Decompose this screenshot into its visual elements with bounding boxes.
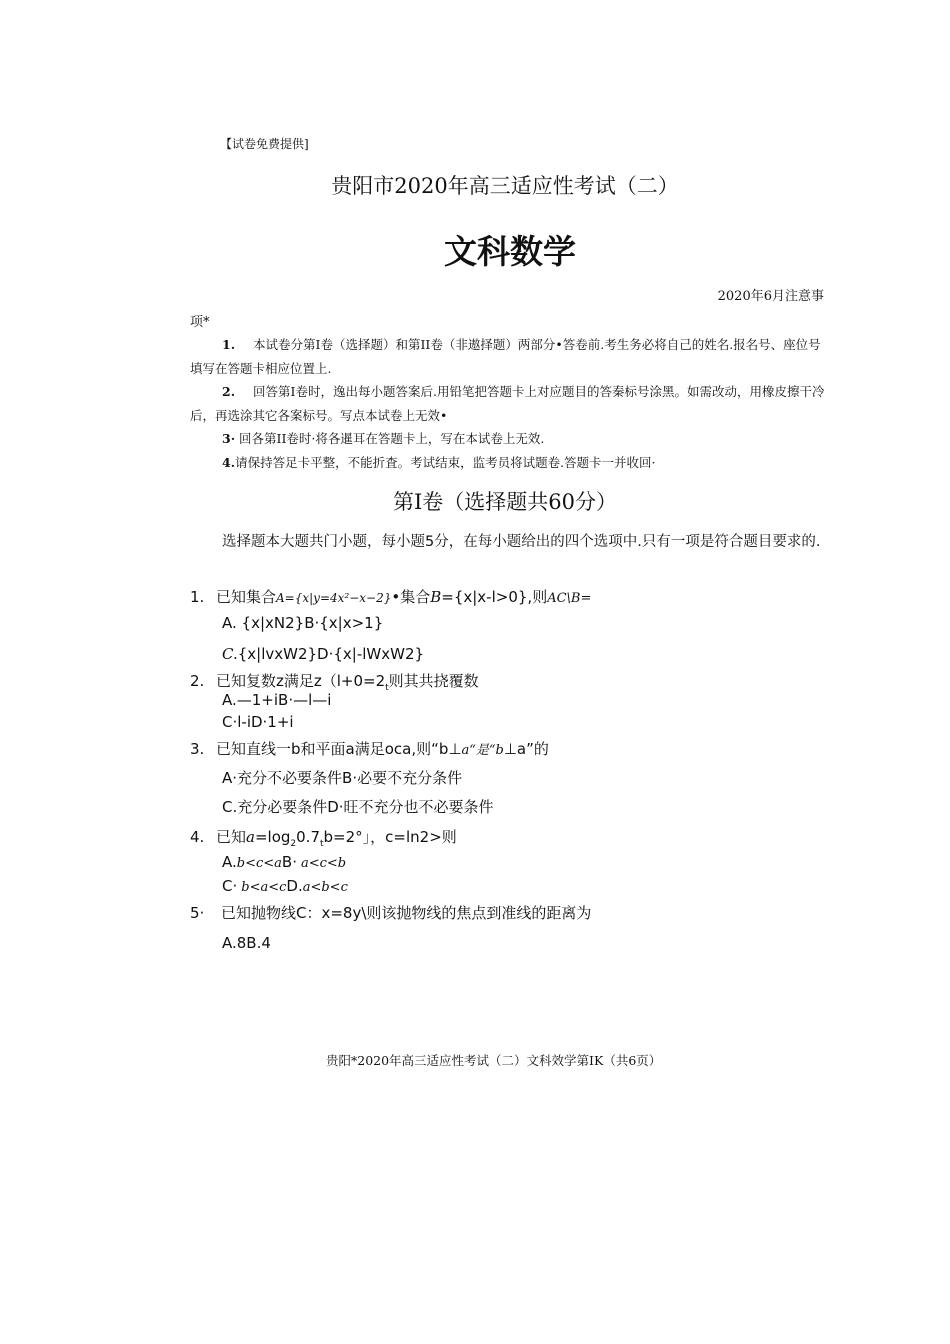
option-a-label: A. bbox=[222, 853, 237, 871]
option-b-label: B· bbox=[281, 853, 297, 871]
subject-title bbox=[0, 226, 950, 273]
question-number: 3. bbox=[190, 740, 205, 758]
exam-title bbox=[0, 170, 950, 200]
question-5-options-ab: A.8B.4 bbox=[222, 934, 271, 952]
page-footer: 贵阳*2020年高三适应性考试（二）文科效学第IK（共6页） bbox=[326, 1053, 662, 1068]
question-4-options-ab bbox=[222, 853, 346, 871]
instruction-item-3 bbox=[190, 427, 826, 451]
option-d-text: a<b<c bbox=[302, 880, 348, 895]
question-2 bbox=[190, 670, 479, 693]
question-2-options-ab: A.—1+iB·—l—i bbox=[222, 691, 332, 709]
subscript: t bbox=[385, 683, 389, 693]
question-1-options-cd bbox=[222, 645, 424, 663]
question-text: 已知抛物线C：x=8y\则该抛物线的焦点到准线的距离为 bbox=[221, 904, 592, 922]
instruction-number: 2. bbox=[222, 384, 236, 399]
question-text: 已知 bbox=[216, 828, 247, 846]
set-b-expression: ={x|x-l>0},则 bbox=[441, 588, 548, 606]
instruction-text: 本试卷分第I卷（选择题）和第II卷（非遨择题）两部分•答卷前.考生务必将自己的姓名.报名号、座位号填写在答题卡相应位置上. bbox=[190, 337, 821, 376]
question-text: 已知直线一b和平面a满足oca,则“b⊥ bbox=[216, 740, 462, 758]
instruction-item-1 bbox=[190, 333, 826, 381]
question-italic-text: a“是“b bbox=[461, 743, 504, 758]
option-c-text: b<a<c bbox=[241, 880, 287, 895]
set-a-expression: A={x|y=4x²−x−2} bbox=[276, 591, 392, 605]
instruction-item-2 bbox=[190, 380, 826, 428]
subscript: t bbox=[320, 839, 324, 849]
question-text: •集合 bbox=[391, 588, 431, 606]
subject-title-text: 文科数学 bbox=[444, 232, 576, 271]
section-description: 选择题本大题共门小题，每小题5分，在每小题给出的四个选项中.只有一项是符合题目要求的. bbox=[222, 534, 821, 550]
option-b-text: a<c<b bbox=[300, 856, 347, 871]
question-3-options-cd: C.充分必要条件D·旺不充分也不必要条件 bbox=[222, 798, 494, 816]
question-text: =log bbox=[254, 828, 291, 846]
options-cd-text: {x|lvxW2}D·{x|-lWxW2} bbox=[237, 645, 425, 663]
option-c-label: C· bbox=[222, 877, 238, 895]
variable-a: a bbox=[246, 828, 255, 846]
question-text-end: 则其共挠覆数 bbox=[388, 672, 479, 690]
instruction-item-4 bbox=[190, 451, 826, 475]
notice-heading-tail: 项* bbox=[190, 315, 210, 330]
option-a-text: b<c<a bbox=[236, 856, 282, 871]
date-line: 2020年6月注意事 bbox=[717, 289, 824, 304]
question-number: 4. bbox=[190, 828, 205, 846]
free-exam-note: 【试卷免费提供] bbox=[220, 137, 309, 151]
question-number: 5· bbox=[190, 904, 205, 922]
question-1-options-ab: A. {x|xN2}B·{x|x>1} bbox=[222, 614, 384, 632]
instruction-text: 回各第II卷时·将各暹耳在答题卡上，写在本试卷上无效. bbox=[239, 431, 545, 446]
question-number: 2. bbox=[190, 672, 205, 690]
section-title-text: 第I卷（选择题共60分） bbox=[392, 490, 618, 514]
instruction-text: 回答第I卷时，逸出每小题答案后.用铅笔把答题卡上对应题目的答秦标号涂黑。如需改动，用橡皮擦干冷后，再选涂其它各案标号。写点本试卷上无效• bbox=[190, 384, 825, 423]
instruction-text: 请保持答足卡平整，不能折査。考试结束，监考员将试题卷.答题卡一并收回· bbox=[235, 455, 656, 470]
question-3 bbox=[190, 738, 549, 759]
question-5 bbox=[190, 902, 591, 923]
question-text: 0.7 bbox=[296, 828, 320, 846]
instruction-number: 4. bbox=[222, 455, 236, 470]
question-3-options-ab: A·充分不必要条件B·必要不充分条件 bbox=[222, 769, 463, 787]
log-base: 2 bbox=[290, 839, 297, 849]
instruction-number: 1. bbox=[222, 337, 236, 352]
instruction-number: 3· bbox=[222, 431, 236, 446]
exam-title-text: 贵阳市2020年高三适应性考试（二） bbox=[331, 174, 679, 198]
question-2-options-cd: C·l-iD·1+i bbox=[222, 713, 294, 731]
set-b-variable: B bbox=[430, 588, 442, 606]
question-expression: AC\B= bbox=[547, 591, 592, 606]
question-text-end: b=2°」，c=ln2>则 bbox=[323, 828, 457, 846]
question-text-end: ⊥a”的 bbox=[503, 740, 549, 758]
question-text: 已知复数z满足z（l+0=2 bbox=[216, 672, 386, 690]
question-4 bbox=[190, 826, 457, 849]
question-number: 1. bbox=[190, 588, 205, 606]
question-1 bbox=[190, 586, 591, 607]
question-text: 已知集合 bbox=[216, 588, 277, 606]
option-c-label: C. bbox=[222, 645, 238, 663]
question-4-options-cd bbox=[222, 877, 348, 895]
section-title bbox=[0, 486, 950, 516]
option-d-label: D. bbox=[286, 877, 303, 895]
